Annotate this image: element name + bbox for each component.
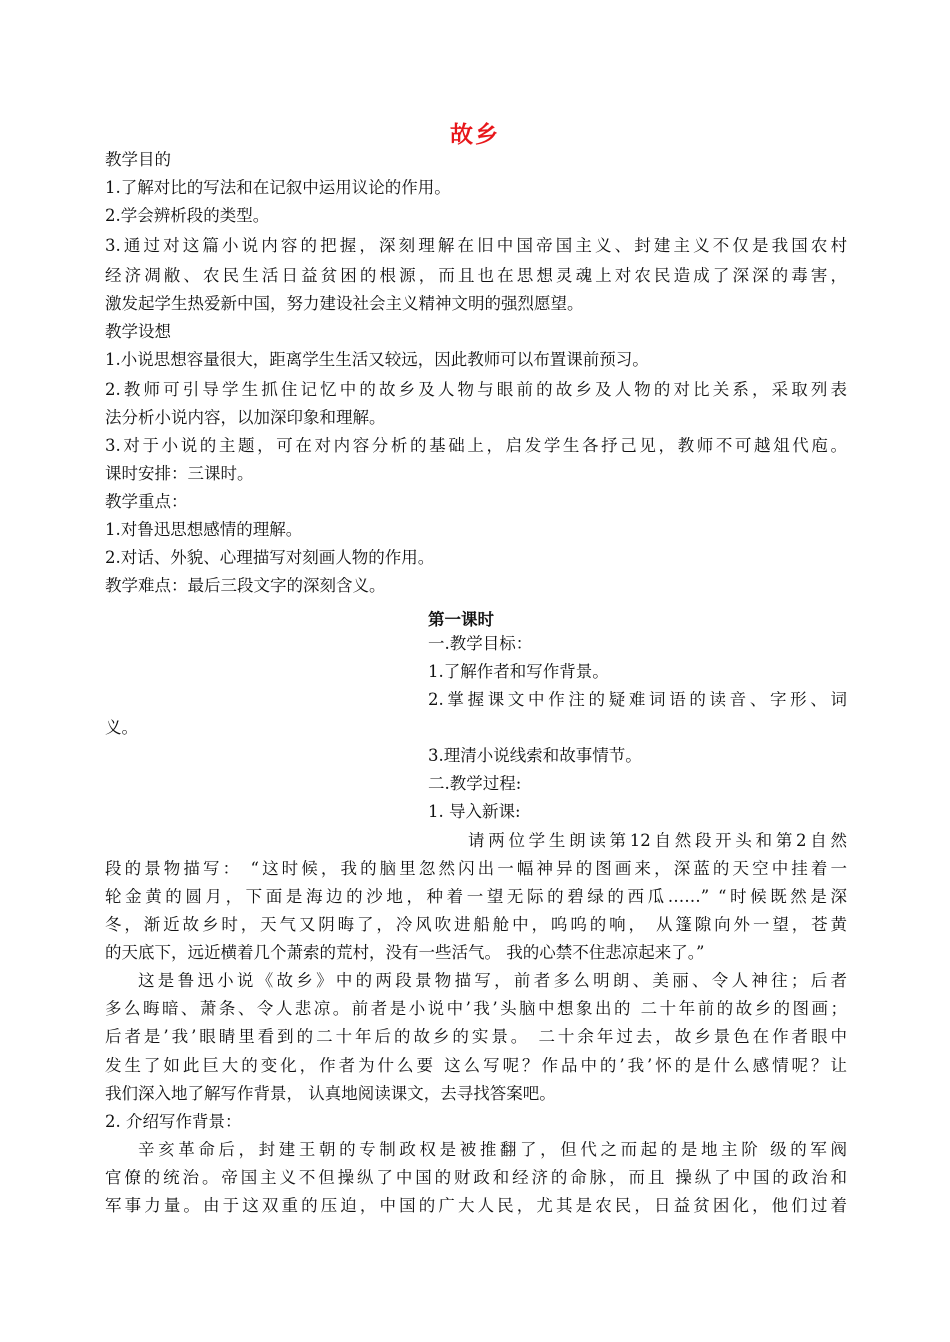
text-line: 2.学会辨析段的类型。	[105, 206, 270, 225]
text-line: 2.教师可引导学生抓住记忆中的故乡及人物与眼前的故乡及人物的对比关系，采取列表	[105, 380, 847, 399]
text-line: 3.对于小说的主题，可在对内容分析的基础上，启发学生各抒己见，教师不可越俎代庖。	[105, 436, 847, 455]
text-line: 2. 介绍写作背景：	[105, 1112, 242, 1131]
text-line: 义。	[105, 718, 138, 737]
text-line: 1.了解对比的写法和在记叙中运用议论的作用。	[105, 178, 451, 197]
document-title: 故乡	[450, 122, 500, 148]
text-line: 1.对鲁迅思想感情的理解。	[105, 520, 303, 539]
text-line: 官僚的统治。帝国主义不但操纵了中国的财政和经济的命脉，而且 操纵了中国的政治和	[105, 1168, 847, 1187]
text-line: 多么晦暗、萧条、令人悲凉。前者是小说中’我’头脑中想象出的 二十年前的故乡的图画；	[105, 999, 847, 1018]
text-line: 法分析小说内容，以加深印象和理解。	[105, 408, 386, 427]
text-line: 2.对话、外貌、心理描写对刻画人物的作用。	[105, 548, 435, 567]
text-line: 3.理清小说线索和故事情节。	[428, 746, 642, 765]
text-line: 军事力量。由于这双重的压迫，中国的广大人民，尤其是农民，日益贫困化，他们过着	[105, 1196, 847, 1215]
text-line: 3.通过对这篇小说内容的把握，深刻理解在旧中国帝国主义、封建主义不仅是我国农村	[105, 236, 847, 255]
section-heading-ideas: 教学设想	[105, 322, 171, 341]
text-line: 冬，渐近故乡时，天气又阴晦了，冷风吹进船舱中，呜呜的响， 从篷隙向外一望，苍黄	[105, 915, 847, 934]
text-line: 一.教学目标：	[428, 634, 533, 653]
text-line: 我们深入地了解写作背景， 认真地阅读课文，去寻找答案吧。	[105, 1084, 556, 1103]
text-line: 轮金黄的圆月，下面是海边的沙地，种着一望无际的碧绿的西瓜……” “时候既然是深	[105, 887, 847, 906]
text-line: 激发起学生热爱新中国，努力建设社会主义精神文明的强烈愿望。	[105, 294, 584, 313]
text-line: 经济凋敝、农民生活日益贫困的根源，而且也在思想灵魂上对农民造成了深深的毒害，	[105, 266, 847, 285]
text-line: 辛亥革命后，封建王朝的专制政权是被推翻了，但代之而起的是地主阶 级的军阀	[138, 1140, 847, 1159]
text-line: 发生了如此巨大的变化，作者为什么要 这么写呢？作品中的’我’怀的是什么感情呢？让	[105, 1056, 847, 1075]
text-line: 课时安排：三课时。	[105, 464, 254, 483]
section-heading-objectives: 教学目的	[105, 150, 171, 169]
text-line: 1. 导入新课:	[428, 802, 521, 821]
text-line: 教学难点：最后三段文字的深刻含义。	[105, 576, 386, 595]
text-line: 这是鲁迅小说《故乡》中的两段景物描写，前者多么明朗、美丽、令人神往；后者	[138, 971, 847, 990]
text-line: 段的景物描写： “这时候，我的脑里忽然闪出一幅神异的图画来，深蓝的天空中挂着一	[105, 859, 847, 878]
text-line: 1.小说思想容量很大，距离学生生活又较远，因此教师可以布置课前预习。	[105, 350, 649, 369]
text-line: 1.了解作者和写作背景。	[428, 662, 609, 681]
text-line: 2.掌握课文中作注的疑难词语的读音、字形、词	[428, 690, 847, 709]
text-line: 的天底下，远近横着几个萧索的荒村，没有一些活气。 我的心禁不住悲凉起来了。”	[105, 943, 705, 962]
text-line: 后者是’我’眼睛里看到的二十年后的故乡的实景。 二十余年过去，故乡景色在作者眼中	[105, 1027, 847, 1046]
section-heading-key-points: 教学重点：	[105, 492, 188, 511]
text-line: 请两位学生朗读第12自然段开头和第2自然	[468, 831, 847, 850]
lesson-heading: 第一课时	[428, 610, 494, 629]
text-line: 二.教学过程:	[428, 774, 522, 793]
